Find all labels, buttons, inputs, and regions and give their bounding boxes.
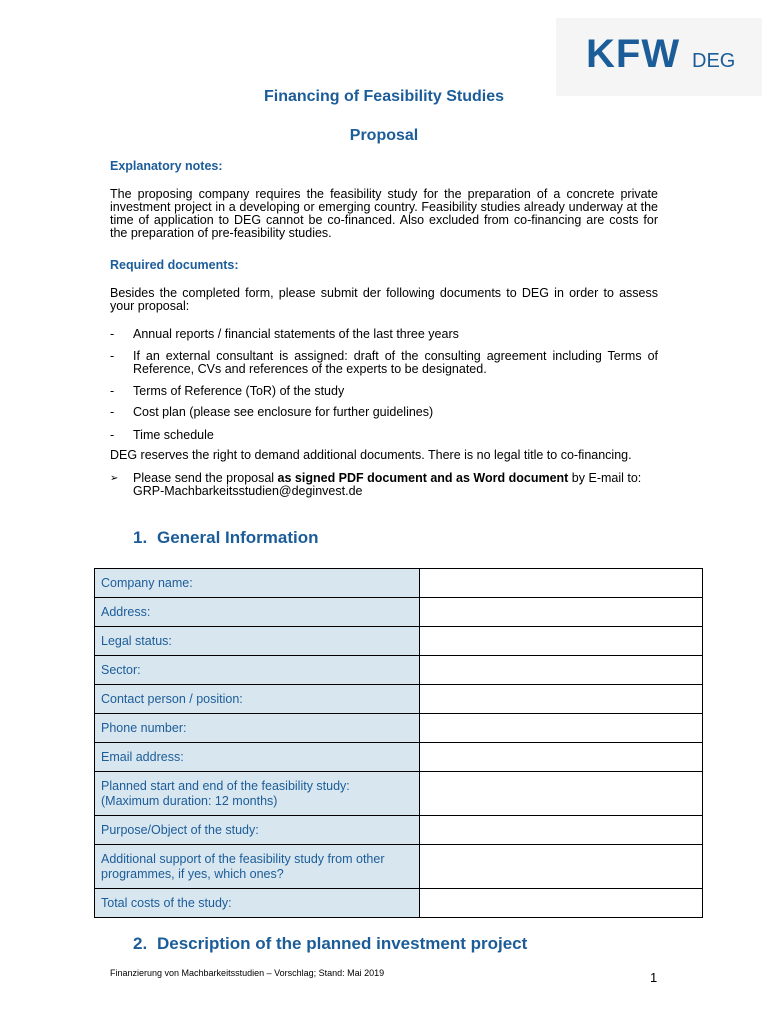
document-title: Financing of Feasibility Studies bbox=[263, 88, 505, 105]
field-label: Total costs of the study: bbox=[95, 889, 420, 918]
send-text-before: Please send the proposal bbox=[133, 471, 278, 485]
required-intro: Besides the completed form, please submit der following documents to DEG in order to assess your proposal: bbox=[110, 286, 658, 313]
section-2-title: Description of the planned investment project bbox=[157, 934, 528, 953]
sector-field[interactable] bbox=[420, 656, 703, 685]
list-item-text: Cost plan (please see enclosure for further guidelines) bbox=[133, 405, 434, 419]
section-2-heading bbox=[133, 934, 527, 954]
additional-support-field[interactable] bbox=[420, 845, 703, 889]
bullet-dash: - bbox=[110, 428, 115, 442]
section-1-title: General Information bbox=[157, 528, 319, 547]
list-item-text: If an external consultant is assigned: draft of the consulting agreement including Terms of Reference, CVs and references of the experts to be designated. bbox=[133, 349, 658, 376]
explanatory-text: The proposing company requires the feasibility study for the preparation of a concrete private investment project in a developing or emerging country. Feasibility studies already underway at the time of application to DEG cannot be co-financed. Also excluded from co-financing are costs for the preparation of pre-feasibility studies. bbox=[110, 187, 658, 240]
table-row bbox=[95, 685, 703, 714]
bullet-dash: - bbox=[110, 349, 115, 363]
explanatory-heading: Explanatory notes: bbox=[110, 159, 223, 173]
page-footer: Finanzierung von Machbarkeitsstudien – Vorschlag; Stand: Mai 2019 bbox=[110, 968, 385, 978]
legal-status-field[interactable] bbox=[420, 627, 703, 656]
planned-dates-field[interactable] bbox=[420, 772, 703, 816]
logo-kfw-text: KFW bbox=[586, 32, 681, 76]
field-label: Purpose/Object of the study: bbox=[95, 816, 420, 845]
table-row bbox=[95, 743, 703, 772]
section-1-heading bbox=[133, 528, 319, 548]
bullet-dash: - bbox=[110, 405, 115, 419]
field-label: Contact person / position: bbox=[95, 685, 420, 714]
field-label: Company name: bbox=[95, 569, 420, 598]
field-label: Sector: bbox=[95, 656, 420, 685]
kfw-deg-logo bbox=[556, 18, 762, 96]
general-information-table bbox=[94, 568, 703, 918]
table-row bbox=[95, 569, 703, 598]
field-label-line2: programmes, if yes, which ones? bbox=[101, 866, 284, 881]
table-row bbox=[95, 627, 703, 656]
company-name-field[interactable] bbox=[420, 569, 703, 598]
table-row bbox=[95, 816, 703, 845]
table-row bbox=[95, 889, 703, 918]
purpose-field[interactable] bbox=[420, 816, 703, 845]
arrow-bullet-icon: ➢ bbox=[110, 473, 119, 484]
field-label-line1: Additional support of the feasibility study from other bbox=[101, 851, 385, 866]
bullet-dash: - bbox=[110, 327, 115, 341]
bullet-dash: - bbox=[110, 384, 115, 398]
list-item-text: Terms of Reference (ToR) of the study bbox=[133, 384, 345, 398]
list-item-text: Time schedule bbox=[133, 428, 214, 442]
email-address-field[interactable] bbox=[420, 743, 703, 772]
list-item-text: Annual reports / financial statements of the last three years bbox=[133, 327, 459, 341]
field-label-line2: (Maximum duration: 12 months) bbox=[101, 793, 278, 808]
field-label-line1: Planned start and end of the feasibility study: bbox=[101, 778, 350, 793]
field-label: Phone number: bbox=[95, 714, 420, 743]
page-number: 1 bbox=[650, 970, 658, 985]
address-field[interactable] bbox=[420, 598, 703, 627]
send-text-bold: as signed PDF document and as Word document bbox=[277, 471, 569, 485]
reserve-note: DEG reserves the right to demand additional documents. There is no legal title to co-financing. bbox=[110, 448, 632, 462]
field-label bbox=[95, 845, 420, 889]
logo-deg-text: DEG bbox=[692, 50, 736, 72]
contact-person-field[interactable] bbox=[420, 685, 703, 714]
table-row bbox=[95, 772, 703, 816]
field-label bbox=[95, 772, 420, 816]
contact-email[interactable]: GRP-Machbarkeitsstudien@deginvest.de bbox=[133, 484, 363, 498]
table-row bbox=[95, 714, 703, 743]
required-heading: Required documents: bbox=[110, 258, 239, 272]
phone-number-field[interactable] bbox=[420, 714, 703, 743]
field-label: Email address: bbox=[95, 743, 420, 772]
section-2-number: 2. bbox=[133, 934, 148, 953]
total-costs-field[interactable] bbox=[420, 889, 703, 918]
send-text-after: by E-mail to: bbox=[568, 471, 642, 485]
field-label: Address: bbox=[95, 598, 420, 627]
table-row bbox=[95, 598, 703, 627]
section-1-number: 1. bbox=[133, 528, 148, 547]
field-label: Legal status: bbox=[95, 627, 420, 656]
table-row bbox=[95, 845, 703, 889]
document-subtitle: Proposal bbox=[349, 127, 419, 144]
table-row bbox=[95, 656, 703, 685]
